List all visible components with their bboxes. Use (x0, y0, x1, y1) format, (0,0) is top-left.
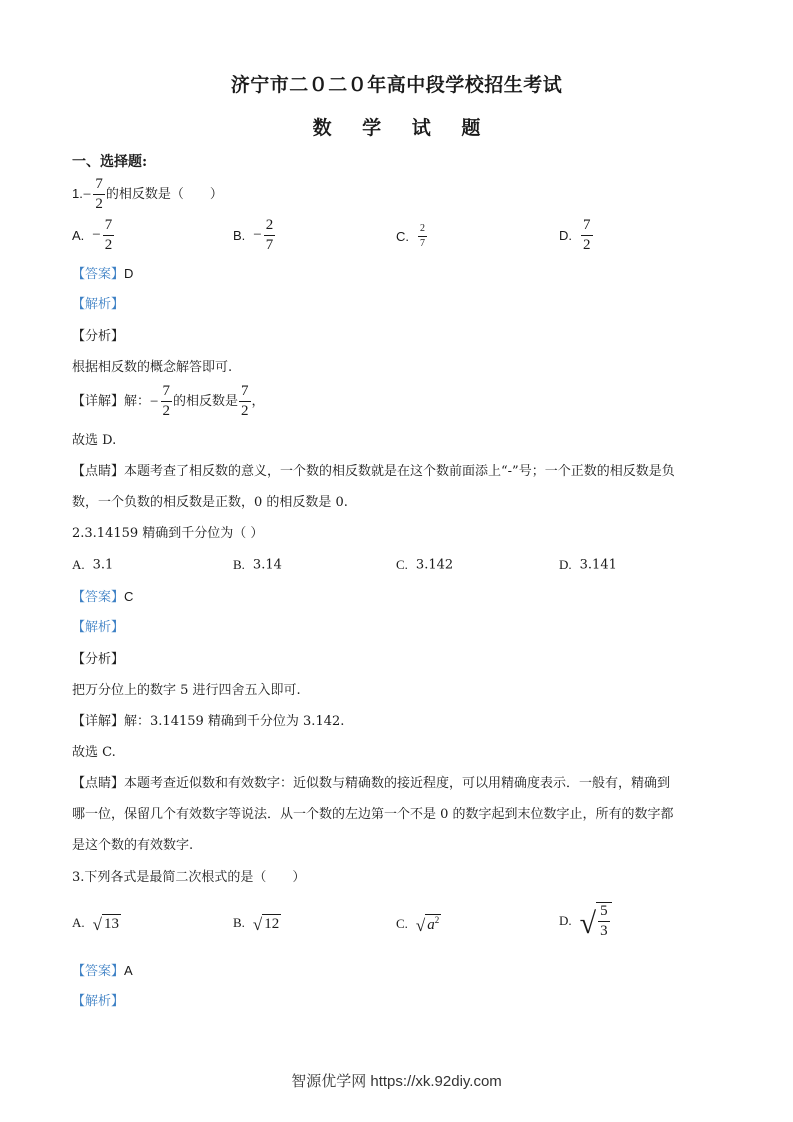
q2-choose: 故选 C. (72, 745, 116, 760)
q2-analysis-label: 【解析】 (72, 620, 125, 635)
q2-answer: 【答案】C (72, 589, 134, 605)
q1-answer: 【答案】D (72, 266, 134, 282)
q3-option-d: D. √ $\frac{5}{3}$ (559, 902, 612, 939)
q1-comment-line2: 数，一个负数的相反数是正数，0 的相反数是 0. (72, 495, 348, 510)
q2-comment-line2: 哪一位，保留几个有效数字等说法．从一个数的左边第一个不是 0 的数字起到末位数字止，所有的数字都 (72, 807, 674, 822)
q1-option-a: A. − $\frac{7}{2}$ (72, 217, 113, 253)
q1-option-d: D. $\frac{7}{2}$ (559, 217, 591, 253)
q1-fenxi-label: 【分析】 (72, 329, 125, 344)
q1-detail: 【详解】解：− $\frac{7}{2}$ 的相反数是 $\frac{7}{2}$ ， (72, 383, 265, 419)
q2-option-b: B. 3.14 (233, 557, 282, 573)
q1-option-b: B. − $\frac{2}{7}$ (233, 217, 274, 253)
q3-option-b: B. √ 12 (233, 914, 280, 934)
sqrt-a-squared: √ $a^2$ (415, 915, 440, 935)
q2-option-c: C. 3.142 (396, 557, 454, 573)
q2-comment-line3: 是这个数的有效数字. (72, 838, 194, 853)
q1-stem: 1.− $\frac{7}{2}$ 的相反数是（ ） (72, 176, 223, 212)
page-subtitle: 数 学 试 题 (312, 117, 493, 139)
sqrt-12: √ 12 (252, 914, 280, 934)
sqrt-13: √ 13 (92, 914, 119, 934)
q2-fenxi-text: 把万分位上的数字 5 进行四舍五入即可. (72, 683, 301, 698)
q2-detail: 【详解】解：3.14159 精确到千分位为 3.142. (72, 714, 345, 729)
q1-comment-line1: 【点睛】本题考查了相反数的意义，一个数的相反数就是在这个数前面添上“-”号；一个正数的相反数是负 (72, 464, 675, 479)
q3-answer: 【答案】A (72, 963, 133, 979)
q2-fenxi-label: 【分析】 (72, 652, 125, 667)
q3-option-c: C. √ $a^2$ (396, 915, 440, 935)
q1-option-c: C. $\frac{2}{7}$ (396, 223, 425, 249)
q3-option-a: A. √ 13 (72, 914, 119, 934)
q2-stem: 2.3.14159 精确到千分位为（ ） (72, 526, 264, 541)
sqrt-5-over-3: √ $\frac{5}{3}$ (580, 902, 612, 939)
page-title: 济宁市二０二０年高中段学校招生考试 (230, 74, 563, 96)
q3-stem: 3.下列各式是最简二次根式的是（ ） (72, 870, 306, 885)
q1-fraction: $\frac{7}{2}$ (95, 176, 103, 212)
footer-watermark: 智源优学网 https://xk.92diy.com (291, 1073, 502, 1090)
q2-option-d: D. 3.141 (559, 557, 617, 573)
q3-analysis-label: 【解析】 (72, 994, 125, 1009)
section-heading: 一、选择题: (72, 154, 148, 170)
q2-option-a: A. 3.1 (72, 557, 114, 573)
q2-comment-line1: 【点睛】本题考查近似数和有效数字：近似数与精确数的接近程度，可以用精确度表示．一般有，精确到 (72, 776, 671, 791)
q1-fenxi-text: 根据相反数的概念解答即可. (72, 360, 233, 375)
q1-choose: 故选 D. (72, 433, 117, 448)
q1-analysis-label: 【解析】 (72, 297, 125, 312)
